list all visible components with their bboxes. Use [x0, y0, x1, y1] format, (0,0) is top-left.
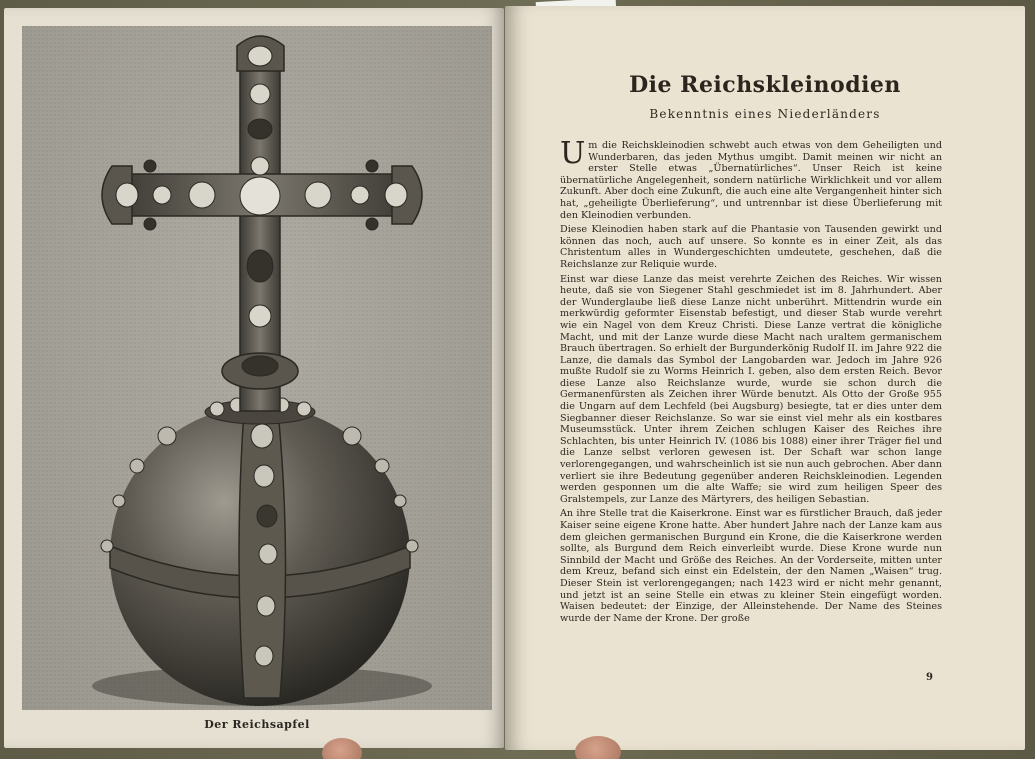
paragraph-3: Einst war diese Lanze das meist verehrte Zeichen des Reiches. Wir wissen heute, daß sie von Siegener Stahl geschmiedet ist im 8. Jahrhundert. Aber der Wunderglaube ließ diese Lanze nicht unberührt. Mittendrin wurde ein merkwürdig geformter Eisenstab befestigt, und dieser Stab wurde verehrt wie ein Nagel von dem Kreuz Christi. Diese Lanze vertrat die königliche Macht, und mit der Lanze wurde diese Macht nach uraltem germanischem Brauch übertragen. So erhielt der Burgunderkönig Rudolf II. im Jahre 922 die Lanze, die damals das Symbol der Langobarden war. Jedoch im Jahre 926 mußte Rudolf sie zu Worms Heinrich I. geben, also dem ersten Reich. Bevor diese Lanze also Reichslanze wurde, wurde sie schon durch die Germanenfürsten als Zeichen ihrer Würde benutzt. Als Otto der Große 955 die Ungarn auf dem Lechfeld (bei Augsburg) besiegte, tat er dies unter dem Siegbanner dieser Reichslanze. So war sie einst viel mehr als ein kostbares Museumsstück. Unter ihrem Zeichen schlugen Kaiser des Reiches ihre Schlachten, bis unter Heinrich IV. (1086 bis 1088) einer ihrer Träger fiel und die Lanze selbst verloren gewesen ist. Der Schaft war schon lange verlorengegangen, und wahrscheinlich ist sie nun auch gebrochen. Aber dann verliert sie ihre Bedeutung gegenüber anderen Reichskleinodien. Legenden werden gesponnen um die alte Waffe; sie wird zum heiligen Speer des Gralstempels, zur Lanze des Märtyrers, des heiligen Sebastian.: [560, 273, 942, 505]
paragraph-2: Diese Kleinodien haben stark auf die Phantasie von Tausenden gewirkt und können das noch, auch auf unsere. So konnte es in einer Zeit, als das Christentum alles in Wundergeschichten umdeutete, geschehen, daß die Reichslanze zur Reliquie wurde.: [560, 224, 942, 270]
page-subtitle: Bekenntnis eines Niederländers: [649, 107, 881, 121]
image-caption: Der Reichsapfel: [204, 718, 310, 731]
orb-illustration: [22, 26, 492, 710]
page-number: 9: [926, 672, 933, 683]
paragraph-1-text: m die Reichskleinodien schwebt auch etwas von dem Geheiligten und Wunderbaren, das jeden Mythus umgibt. Damit meinen wir nicht an erster Stelle etwas „Übernatürliches“. Unser Reich ist keine übernatürliche Angelegenheit, sondern natürliche Wirklichkeit und vor allem Zukunft. Aber doch eine Zukunft, die auch eine alte Vergangenheit hinter sich hat, „geheiligte Überlieferung“, und untrennbar ist diese Überlieferung mit den Kleinodien verbunden.: [560, 140, 942, 221]
reichsapfel-photo: [22, 26, 492, 710]
paragraph-4: An ihre Stelle trat die Kaiserkrone. Einst war es fürstlicher Brauch, daß jeder Kaiser seine eigene Krone hatte. Aber hundert Jahre nach der Lanze kam aus dem gleichen germanischen Burgund ein Krone, die die Kaiserkrone werden sollte, als Burgund dem Reich einverleibt wurde. Diese Krone wurde nun Sinnbild der Macht und Größe des Reiches. An der Vorderseite, mitten unter dem Kreuz, befand sich einst ein Edelstein, der den Namen „Waisen“ trug. Dieser Stein ist verlorengegangen; nach 1423 wird er nicht mehr genannt, und jetzt ist an seine Stelle ein etwas zu kleiner Stein eingefügt worden. Waisen bedeutet: der Einzige, der Alleinstehende. Der Name des Steines wurde der Name der Krone. Der große: [560, 508, 942, 624]
page-title: Die Reichskleinodien: [629, 72, 901, 98]
dropcap: U: [560, 136, 586, 171]
article-body: [560, 136, 942, 627]
paragraph-1: [560, 136, 942, 221]
